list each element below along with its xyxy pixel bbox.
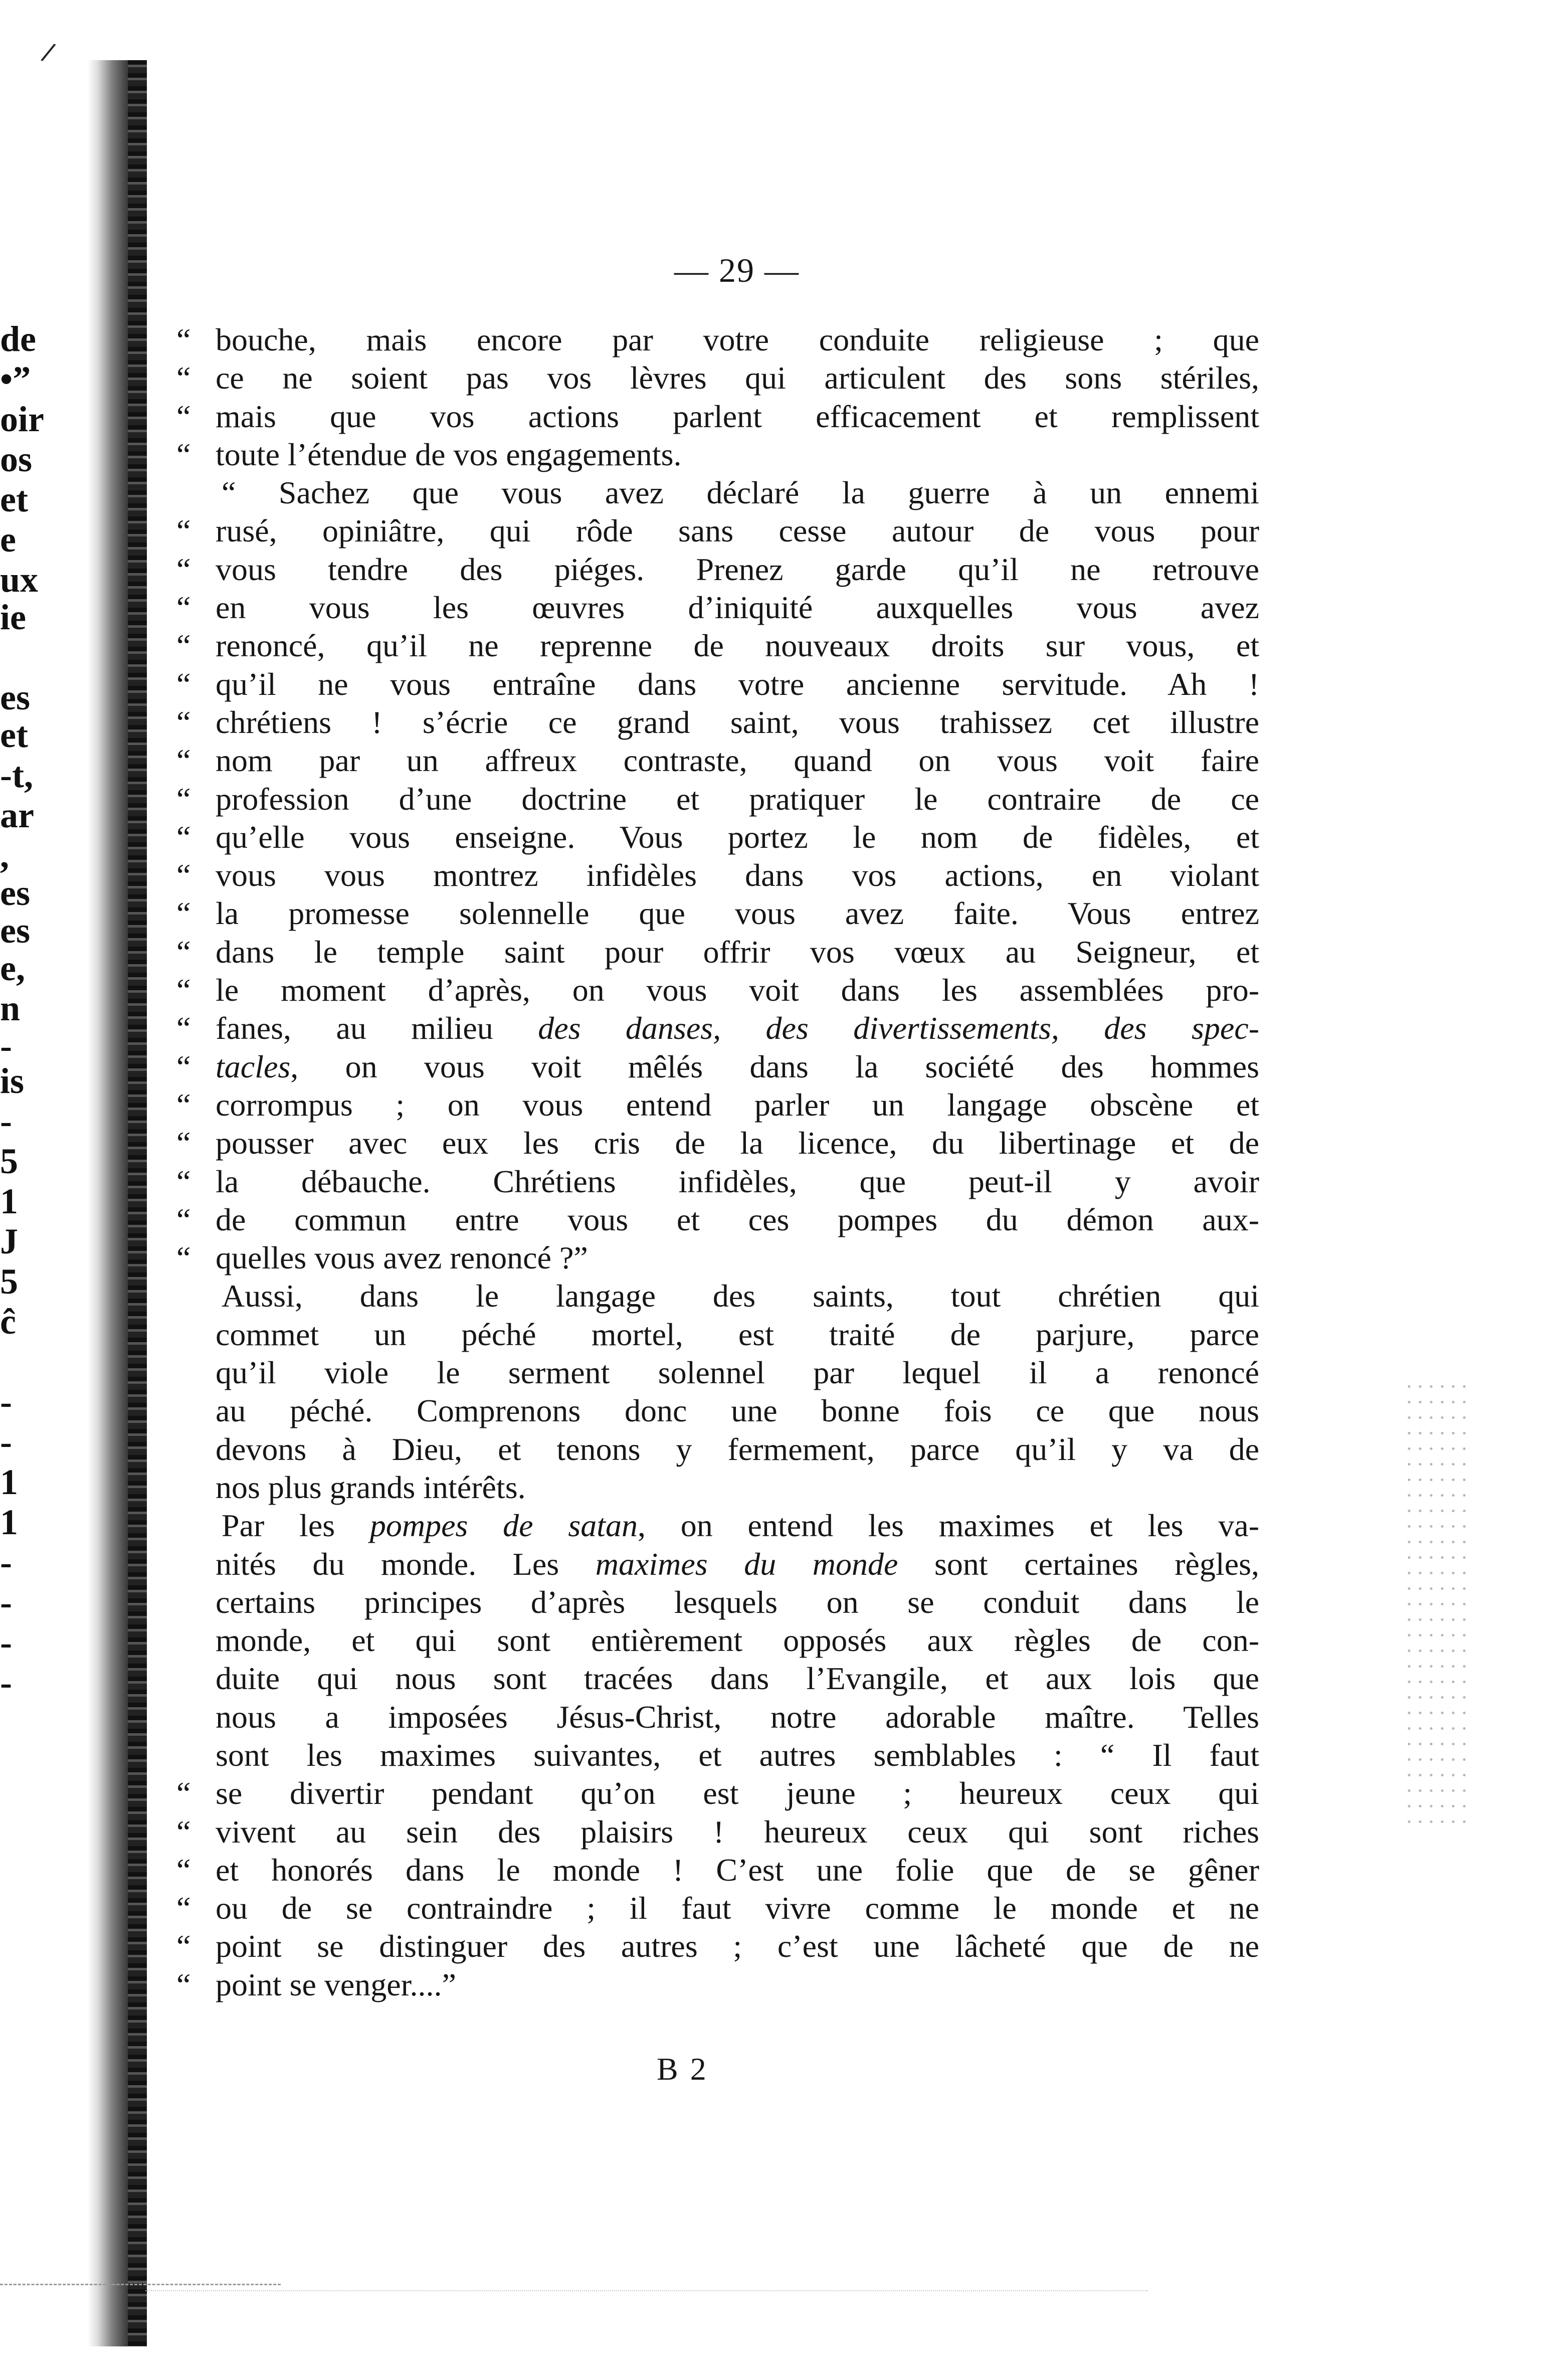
text-line <box>176 818 1259 856</box>
text-line <box>176 512 1259 550</box>
line-text: , on vous voit mêlés dans la société des hommes <box>290 1048 1259 1084</box>
margin-fragment: et <box>0 715 28 755</box>
text-line <box>176 1813 1259 1851</box>
quote-mark: “ <box>176 1966 191 2002</box>
quote-mark: “ <box>176 1010 191 1046</box>
line-text: Aussi, dans le langage des saints, tout chrétien qui <box>222 1278 1259 1314</box>
quote-mark: “ <box>176 1125 191 1161</box>
scan-mark: / <box>39 35 58 69</box>
margin-fragment: ie <box>0 597 26 637</box>
text-line <box>176 627 1259 665</box>
line-text: quelles vous avez renoncé ?” <box>216 1240 588 1276</box>
italic-text: pompes de satan <box>369 1508 638 1544</box>
quote-mark: “ <box>176 590 191 626</box>
text-line <box>176 1966 1259 2004</box>
quote-mark: “ <box>176 1928 191 1964</box>
text-line <box>176 436 1259 474</box>
gutter-speckle <box>128 60 147 2346</box>
italic-text: tacles <box>216 1048 291 1084</box>
margin-fragment: - <box>0 1663 12 1703</box>
line-text: nom par un affreux contraste, quand on vous voit faire <box>216 743 1259 779</box>
margin-fragment: - <box>0 1101 12 1141</box>
line-text: mais que vos actions parlent efficacement et remplissent <box>216 398 1259 434</box>
text-line <box>176 1660 1259 1698</box>
text-line <box>176 1163 1259 1201</box>
quote-mark: “ <box>176 398 191 434</box>
quote-mark: “ <box>176 628 191 664</box>
line-text: qu’il viole le serment solennel par lequel il a renoncé <box>216 1355 1259 1391</box>
text-line <box>176 1507 1259 1545</box>
previous-page-margin <box>0 0 85 2380</box>
text-line <box>176 359 1259 397</box>
text-line <box>176 589 1259 627</box>
margin-fragment: ux <box>0 560 39 600</box>
margin-fragment: •” <box>0 359 31 399</box>
margin-fragment: ar <box>0 795 34 835</box>
text-line <box>176 1048 1259 1086</box>
margin-fragment: et <box>0 479 28 519</box>
line-text: vous vous montrez infidèles dans vos actions, en violant <box>216 857 1259 893</box>
line-text: se divertir pendant qu’on est jeune ; heureux ceux qui <box>216 1775 1259 1811</box>
text-line <box>176 933 1259 971</box>
margin-fragment: - <box>0 1382 12 1422</box>
line-text: vous tendre des piéges. Prenez garde qu’il ne retrouve <box>216 551 1259 587</box>
text-line <box>176 1009 1259 1047</box>
line-text: renoncé, qu’il ne reprenne de nouveaux droits sur vous, et <box>216 628 1259 664</box>
quote-mark: “ <box>176 857 191 893</box>
quote-mark: “ <box>176 360 191 396</box>
quote-mark: “ <box>176 1775 191 1811</box>
line-text: la débauche. Chrétiens infidèles, que peut-il y avoir <box>216 1163 1259 1199</box>
text-line <box>176 1545 1259 1583</box>
quote-mark: “ <box>176 513 191 549</box>
margin-fragment: 1 <box>0 1181 18 1221</box>
text-line <box>176 551 1259 589</box>
margin-fragment: - <box>0 1542 12 1582</box>
scan-edge-line <box>0 2284 281 2285</box>
margin-fragment: e <box>0 519 16 560</box>
quote-mark: “ <box>176 1240 191 1276</box>
margin-fragment: es <box>0 873 30 913</box>
text-line <box>176 780 1259 818</box>
margin-fragment: e, <box>0 948 25 988</box>
line-text: rusé, opiniâtre, qui rôde sans cesse autour de vous pour <box>216 513 1259 549</box>
quote-mark: “ <box>176 1201 191 1237</box>
line-text: vivent au sein des plaisirs ! heureux ceux qui sont riches <box>216 1813 1259 1850</box>
margin-fragment: oir <box>0 399 44 439</box>
text-line <box>176 1736 1259 1774</box>
italic-text: des danses, des divertissements, des spec- <box>538 1010 1259 1046</box>
line-text: pousser avec eux les cris de la licence, du libertinage et de <box>216 1125 1259 1161</box>
margin-fragment: -t, <box>0 755 33 795</box>
text-line <box>176 1354 1259 1392</box>
line-text: sont certaines règles, <box>898 1546 1259 1582</box>
line-text: toute l’étendue de vos engagements. <box>216 436 682 472</box>
quote-mark: “ <box>176 666 191 702</box>
margin-fragment: - <box>0 1622 12 1663</box>
line-text: devons à Dieu, et tenons y fermement, parce qu’il y va de <box>216 1431 1259 1467</box>
quote-mark: “ <box>176 1813 191 1850</box>
line-text: ou de se contraindre ; il faut vivre comme le monde et ne <box>216 1890 1259 1926</box>
text-line <box>176 1774 1259 1812</box>
line-text: fanes, au milieu <box>216 1010 538 1046</box>
page-number: — 29 — <box>674 251 800 289</box>
quote-mark: “ <box>176 1890 191 1926</box>
text-line <box>176 894 1259 933</box>
text-line <box>176 1621 1259 1660</box>
line-text: certains principes d’après lesquels on se conduit dans le <box>216 1584 1259 1620</box>
quote-mark: “ <box>176 972 191 1008</box>
text-line <box>176 1316 1259 1354</box>
line-text: qu’elle vous enseigne. Vous portez le nom de fidèles, et <box>216 819 1259 855</box>
line-text: dans le temple saint pour offrir vos vœux au Seigneur, et <box>216 934 1259 970</box>
line-text: duite qui nous sont tracées dans l’Evangile, et aux lois que <box>216 1661 1259 1697</box>
text-line <box>176 1392 1259 1430</box>
text-line <box>176 665 1259 703</box>
text-line <box>176 474 1259 512</box>
margin-fragment: is <box>0 1061 25 1101</box>
line-text: bouche, mais encore par votre conduite religieuse ; que <box>216 322 1259 357</box>
quote-mark: “ <box>176 1163 191 1199</box>
line-text: commet un péché mortel, est traité de parjure, parce <box>216 1316 1259 1352</box>
margin-fragment: es <box>0 910 30 951</box>
margin-fragment: - <box>0 1026 12 1066</box>
quote-mark: “ <box>176 781 191 817</box>
text-line <box>176 742 1259 780</box>
margin-fragment: ĉ <box>0 1302 16 1342</box>
text-line <box>176 1201 1259 1239</box>
quote-mark: “ <box>176 1852 191 1888</box>
margin-fragment: os <box>0 439 33 479</box>
text-line <box>176 1239 1259 1277</box>
margin-fragment: 1 <box>0 1502 18 1542</box>
line-text: profession d’une doctrine et pratiquer le contraire de ce <box>216 781 1259 817</box>
quote-mark: “ <box>176 436 191 472</box>
text-line <box>176 703 1259 742</box>
margin-fragment: , <box>0 835 9 875</box>
line-text: le moment d’après, on vous voit dans les assemblées pro- <box>216 972 1259 1008</box>
quote-mark: “ <box>176 1086 191 1123</box>
text-line <box>176 321 1259 359</box>
line-text: corrompus ; on vous entend parler un langage obscène et <box>216 1086 1259 1123</box>
quote-mark: “ <box>176 895 191 932</box>
margin-fragment: es <box>0 677 30 717</box>
italic-text: maximes du monde <box>595 1546 898 1582</box>
line-text: qu’il ne vous entraîne dans votre ancienne servitude. Ah ! <box>216 666 1259 702</box>
text-line <box>176 1469 1259 1507</box>
text-line <box>176 971 1259 1009</box>
margin-fragment: 1 <box>0 1462 18 1502</box>
line-text: chrétiens ! s’écrie ce grand saint, vous trahissez cet illustre <box>216 704 1259 740</box>
line-text: point se distinguer des autres ; c’est une lâcheté que de ne <box>216 1928 1259 1964</box>
line-text: au péché. Comprenons donc une bonne fois ce que nous <box>216 1393 1259 1429</box>
line-text: ce ne soient pas vos lèvres qui articulent des sons stériles, <box>216 360 1259 396</box>
line-text: , on entend les maximes et les va- <box>638 1508 1259 1544</box>
text-line <box>176 856 1259 894</box>
line-text: en vous les œuvres d’iniquité auxquelles vous avez <box>216 590 1259 626</box>
text-line <box>176 1430 1259 1469</box>
quote-mark: “ <box>176 551 191 587</box>
quote-mark: “ <box>176 934 191 970</box>
line-text: de commun entre vous et ces pompes du démon aux- <box>216 1201 1259 1237</box>
text-line <box>176 1277 1259 1315</box>
quote-mark: “ <box>176 1048 191 1084</box>
page-body-text <box>176 321 1259 2004</box>
line-text: sont les maximes suivantes, et autres semblables : “ Il faut <box>216 1737 1259 1773</box>
text-line <box>176 398 1259 436</box>
margin-fragment: J <box>0 1221 18 1261</box>
quote-mark: “ <box>176 322 191 357</box>
signature-mark: B 2 <box>657 2051 708 2087</box>
line-text: la promesse solennelle que vous avez faite. Vous entrez <box>216 895 1259 932</box>
line-text: nous a imposées Jésus-Christ, notre adorable maître. Telles <box>216 1699 1259 1735</box>
text-line <box>176 1889 1259 1927</box>
margin-fragment: de <box>0 319 36 359</box>
line-text: Par les <box>222 1508 370 1544</box>
scan-noise <box>1404 1379 1469 1830</box>
quote-mark: “ <box>176 704 191 740</box>
line-text: monde, et qui sont entièrement opposés aux règles de con- <box>216 1622 1259 1659</box>
margin-fragment: 5 <box>0 1261 18 1302</box>
margin-fragment: 5 <box>0 1141 18 1181</box>
text-line <box>176 1583 1259 1621</box>
line-text: “ Sachez que vous avez déclaré la guerre à un ennemi <box>222 475 1259 511</box>
text-line <box>176 1851 1259 1889</box>
text-line <box>176 1698 1259 1736</box>
margin-fragment: - <box>0 1422 12 1462</box>
text-line <box>176 1124 1259 1162</box>
text-line <box>176 1927 1259 1965</box>
line-text: nités du monde. Les <box>216 1546 596 1582</box>
scan-edge-line <box>145 2290 1148 2291</box>
margin-fragment: n <box>0 988 21 1028</box>
quote-mark: “ <box>176 743 191 779</box>
line-text: nos plus grands intérêts. <box>216 1469 526 1505</box>
line-text: point se venger....” <box>216 1966 456 2002</box>
line-text: et honorés dans le monde ! C’est une folie que de se gêner <box>216 1852 1259 1888</box>
text-line <box>176 1086 1259 1124</box>
quote-mark: “ <box>176 819 191 855</box>
margin-fragment: - <box>0 1582 12 1622</box>
